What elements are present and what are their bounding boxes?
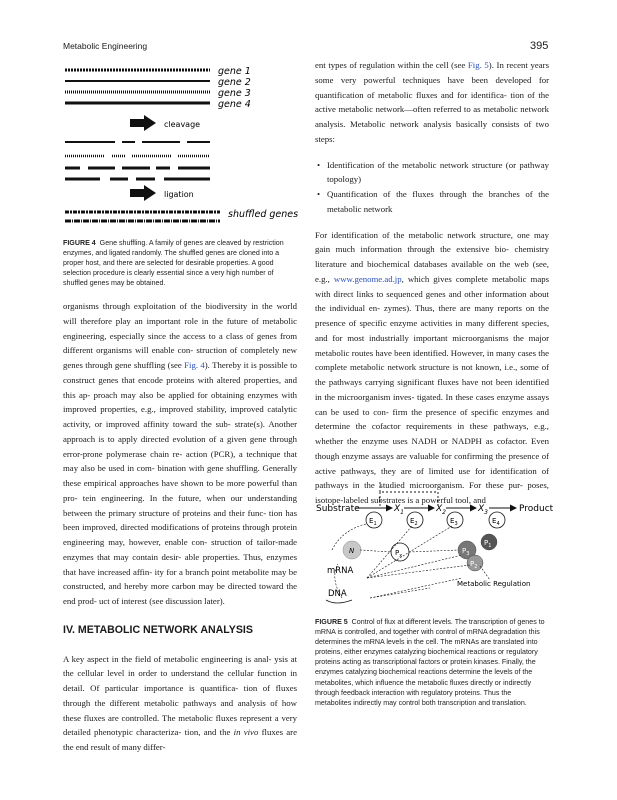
text-line: ent types of regulation within the cell (see	[315, 60, 468, 70]
text-line: poses, isotope-labeled substrates is a powerful tool, and	[315, 480, 549, 505]
text-line: not known, i.e., some of the pathways carrying significant	[315, 362, 550, 387]
protein-px-label: $P_x$	[395, 549, 403, 559]
text-line: of metabolic engineering, especially since the access to a	[63, 315, 298, 341]
figure-4-gene-shuffling	[60, 58, 300, 238]
right-column-text	[315, 58, 549, 508]
list-item	[315, 187, 549, 217]
text-line: strate(s). Another approach is to apply directed evolution	[63, 419, 298, 444]
right-paragraph-2	[315, 228, 549, 508]
gene-bars	[65, 70, 210, 103]
gene-2-label: gene 2	[218, 77, 251, 88]
text-line: A key aspect in the field of metabolic engineering is anal-	[63, 653, 272, 664]
figure-4-caption-label: FIGURE 4	[63, 239, 96, 247]
shuffled-gene-bars	[65, 212, 220, 221]
text-line: major metabolic routes have been identified. However, in	[315, 332, 549, 358]
text-line: enzyme assays are valuable for confirming the presence of	[341, 450, 549, 461]
figure-4-link[interactable]: Fig. 4	[184, 360, 205, 370]
text-line: proach may also be applied for obtaining enzymes with	[93, 389, 298, 400]
text-line: metabolic network	[327, 203, 393, 214]
substrate-label: Substrate	[316, 504, 360, 514]
text-line: active pathways, they are of limited use for identification	[315, 465, 537, 476]
enzyme-e1: $E_1$	[369, 517, 377, 527]
enzyme-e3: $E_3$	[450, 517, 458, 527]
text-line: and for most industrially important microorganisms the	[315, 332, 524, 343]
figure-4-caption	[63, 238, 297, 288]
text-line: uct of interest (see discussion later).	[98, 596, 225, 606]
metabolic-regulation-label: Metabolic Regulation	[457, 580, 531, 588]
text-line: ). In recent	[488, 60, 528, 70]
text-line: tein engineering. In the future, when our understanding	[82, 492, 298, 503]
text-line: able properties. Thus, enzymes that have increased affin-	[63, 551, 298, 577]
text-line: of a given gene through error-prone polymerase chain re-	[63, 433, 298, 459]
cleavage-arrow-icon	[130, 115, 156, 131]
figure-5-caption-label: FIGURE 5	[315, 618, 348, 626]
enzyme-e2: $E_2$	[410, 517, 418, 527]
text-line: of pathways in the studied microorganism. For these pur-	[315, 465, 550, 491]
text-line: catalytic activity, or improved affinity toward the sub-	[63, 404, 297, 429]
figure-4-caption-text: Gene shuffling. A family of genes are cleaved by restriction enzymes, and ligated randomly. The shuffled genes are cloned into a proper host, and there are selected for desirable properties. A good selection procedure is clearly essential since a very high number of shuffled genes may be obtained.	[63, 239, 284, 288]
text-line: ysis at the cellular level in order to understand the cellular	[63, 653, 298, 679]
fragments	[65, 142, 210, 179]
text-line: fluxes represent a very detailed phenotypic characteriza-	[63, 712, 297, 738]
left-column-text	[63, 299, 297, 755]
text-line: cofactor requirements in these pathways, e.g., whether the	[315, 421, 549, 446]
figure-5-link[interactable]: Fig. 5	[467, 60, 489, 70]
metabolite-x1: $X_1$	[394, 504, 404, 516]
cleavage-label: cleavage	[164, 120, 201, 129]
genome-web-link[interactable]: www.genome.ad.jp	[333, 273, 402, 284]
text-line: tion has been improved, directed modifications of proteins	[63, 507, 297, 533]
text-line: on the web (see, e.g.,	[315, 259, 549, 284]
text-line: firm the presence of specific enzymes and determine the	[315, 406, 550, 432]
ref-open: (see	[167, 360, 185, 370]
text-line: of specific enzyme activities in many different species,	[348, 318, 550, 328]
text-line: Identification of the metabolic network structure (or	[327, 159, 517, 170]
product-label: Product	[519, 504, 554, 514]
text-line: fluxes are the end result of many differ-	[63, 727, 297, 752]
section-heading: IV. METABOLIC NETWORK ANALYSIS	[63, 623, 253, 636]
text-line: class of genes from different organisms will enable con-	[63, 330, 298, 356]
text-line: between the primary structure of proteins and their func-	[63, 507, 267, 518]
text-line: Quantification of the fluxes through the branches of the	[327, 189, 549, 199]
text-line: hereby more carbon may be directed toward the end prod-	[63, 581, 298, 606]
protein-p2-label: $P_2$	[470, 560, 478, 570]
text-line: For identification of the metabolic network structure, one	[315, 229, 530, 240]
ligation-arrow-icon	[130, 185, 156, 201]
running-head: Metabolic Engineering	[63, 41, 148, 51]
text-line: tion of the active metabolic network—often referred to as	[315, 89, 550, 115]
text-line: bination with gene shuffling. Generally these empirical	[63, 463, 297, 488]
mrna-label: mRNA	[327, 566, 354, 576]
text-line: metabolic network analysis. Metabolic network analysis	[315, 104, 549, 129]
ligation-label: ligation	[164, 190, 194, 199]
text-line: approaches have shown to be more powerful than pro-	[63, 478, 297, 503]
text-line: chemistry literature and biochemical databases available	[315, 244, 549, 269]
protein-p1-label: $P_1$	[484, 539, 492, 549]
gene-4-label: gene 4	[218, 99, 251, 110]
ref-close: ). Thereby it is possible to construct genes	[63, 360, 297, 385]
metabolite-x3: $X_3$	[478, 504, 488, 516]
text-line: world will therefore play an important role in the future	[63, 301, 297, 326]
text-line: enzyme uses NADH or NADPH as cofactor. Even though	[315, 436, 550, 461]
text-line: basically consists of two steps:	[315, 119, 549, 144]
shuffled-genes-label: shuffled genes	[228, 209, 299, 220]
text-line: may gain much information through the extensive bio-	[315, 229, 550, 255]
in-vivo-italic: in vivo	[233, 727, 259, 738]
protein-p3-label: $P_3$	[462, 547, 470, 557]
figure-5-flux-control	[312, 480, 562, 620]
text-line: pathway topology)	[327, 159, 549, 185]
figure-5-caption	[315, 617, 549, 708]
page-number: 395	[530, 40, 549, 52]
text-line: through protein engineering may, however, enable con-	[63, 522, 298, 547]
dna-bracket	[326, 600, 352, 603]
dna-label: DNA	[328, 589, 347, 599]
gene-1-label: gene 1	[218, 66, 251, 77]
left-paragraph-2	[63, 652, 297, 755]
feedback-lines	[380, 480, 438, 506]
metabolite-x2: $X_2$	[436, 504, 446, 516]
text-line: many cases the complete metabolic network structure is	[315, 347, 549, 373]
text-line: , which gives	[401, 273, 452, 284]
text-line: struction of tailor-made enzymes that may contain desir-	[63, 537, 298, 562]
text-line: tion, and the	[184, 727, 234, 738]
text-line: struction of completely new genes through gene shuffling	[63, 345, 297, 370]
text-line: action (PCR), a technique that may also be used in com-	[63, 448, 298, 474]
text-line: that encode proteins with altered properties, and this ap-	[63, 374, 297, 400]
text-line: analysis of how these fluxes are controlled. The metabolic	[63, 697, 297, 723]
text-line: tigated. In these cases enzyme assays can be used to con-	[315, 391, 550, 417]
text-line: function in detail. Of particular importance is quantifica-	[63, 668, 297, 693]
text-line: tion of fluxes through the different metabolic pathways and	[63, 683, 297, 708]
gene-3-label: gene 3	[218, 88, 251, 99]
n-label: N	[349, 547, 355, 555]
text-line: zymes). Thus, there are many reports on the presence	[315, 303, 549, 328]
text-line: ity for a branch point metabolite may be constructed, and	[63, 566, 298, 592]
figure-5-caption-text: Control of flux at different levels. The transcription of genes to mRNA is controlled, and together with control of mRNA degradation this determines the mRNA levels in the cell. The mRNAs are translated into proteins, either enzymes catalyzing biochemical reactions or regulatory proteins acting as transcriptional factors or protein kinases. Finally, the enzymes catalyzing biochemical reactions determine the levels of the metabolites, which influence the metabolic fluxes directly or indirectly through feedback interaction with regulatory proteins. Thus the metabolites indirectly may control both transcription and translation.	[315, 618, 545, 707]
list-item	[315, 158, 549, 188]
text-line: complete metabolic maps with direct links to sequenced	[315, 273, 550, 299]
right-paragraph-1	[315, 58, 549, 147]
text-line: organisms through exploitation of the biodiversity in the	[63, 301, 273, 311]
text-line: years some very powerful techniques have been developed	[315, 60, 549, 85]
enzyme-e4: $E_4$	[492, 517, 500, 527]
steps-list	[315, 158, 549, 217]
text-line: fluxes have not been identified in the microorganism inves-	[315, 377, 550, 402]
left-paragraph-1	[63, 299, 297, 609]
text-line: genes and other information about the individual en-	[315, 288, 549, 314]
text-line: improved properties, e.g., improved stability, improved	[63, 404, 264, 415]
text-line: for quantification of metabolic fluxes and for identifica-	[315, 74, 550, 100]
